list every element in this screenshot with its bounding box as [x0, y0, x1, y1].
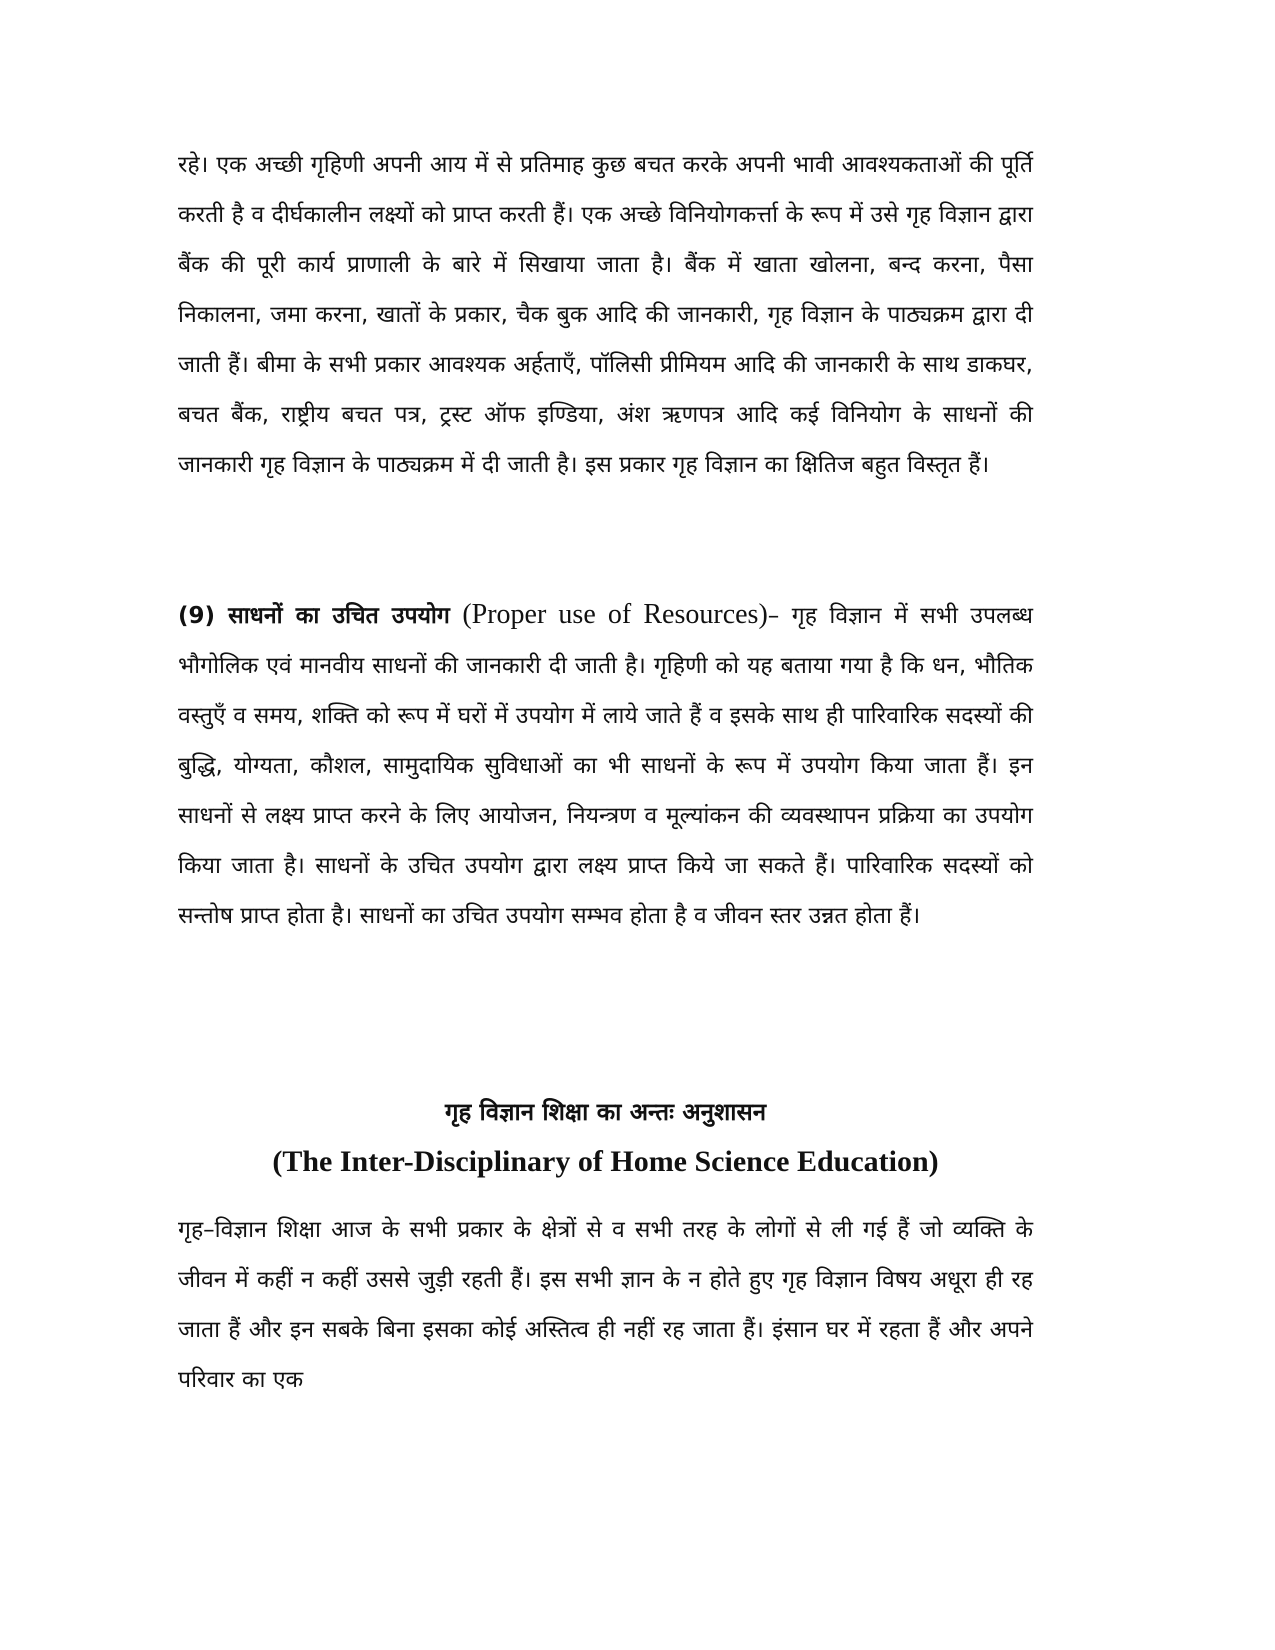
section-proper-use-of-resources: [178, 590, 1033, 941]
section-body: – गृह विज्ञान में सभी उपलब्ध भौगोलिक एवं मानवीय साधनों की जानकारी दी जाती है। गृहिणी को यह बताया गया है कि धन, भौतिक वस्तुएँ व समय, शक्ति को रूप में घरों में उपयोग में लाये जाते हैं व इसके साथ ही पारिवारिक सदस्यों की बुद्धि, योग्यता, कौशल, सामुदायिक सुविधाओं का भी साधनों के रूप में उपयोग किया जाता हैं। इन साधनों से लक्ष्य प्राप्त करने के लिए आयोजन, नियन्त्रण व मूल्यांकन की व्यवस्थापन प्रक्रिया का उपयोग किया जाता है। साधनों के उचित उपयोग द्वारा लक्ष्य प्राप्त किये जा सकते हैं। पारिवारिक सदस्यों को सन्तोष प्राप्त होता है। साधनों का उचित उपयोग सम्भव होता है व जीवन स्तर उन्नत होता हैं।: [178, 603, 1034, 929]
paragraph-banking: रहे। एक अच्छी गृहिणी अपनी आय में से प्रतिमाह कुछ बचत करके अपनी भावी आवश्यकताओं की पूर्ति करती है व दीर्घकालीन लक्ष्यों को प्राप्त करती हैं। एक अच्छे विनियोगकर्त्ता के रूप में उसे गृह विज्ञान द्वारा बैंक की पूरी कार्य प्राणाली के बारे में सिखाया जाता है। बैंक में खाता खोलना, बन्द करना, पैसा निकालना, जमा करना, खातों के प्रकार, चैक बुक आदि की जानकारी, गृह विज्ञान के पाठ्यक्रम द्वारा दी जाती हैं। बीमा के सभी प्रकार आवश्यक अर्हताएँ, पॉलिसी प्रीमियम आदि की जानकारी के साथ डाकघर, बचत बैंक, राष्ट्रीय बचत पत्र, ट्रस्ट ऑफ इण्डिया, अंश ऋणपत्र आदि कई विनियोग के साधनों की जानकारी गृह विज्ञान के पाठ्यक्रम में दी जाती है। इस प्रकार गृह विज्ञान का क्षितिज बहुत विस्तृत हैं।: [178, 152, 1033, 478]
section-heading-hindi: (9) साधनों का उचित उपयोग: [178, 603, 450, 629]
paragraph-interdisciplinary: गृह–विज्ञान शिक्षा आज के सभी प्रकार के क्षेत्रों से व सभी तरह के लोगों से ली गई हैं जो व्यक्ति के जीवन में कहीं न कहीं उससे जुड़ी रहती हैं। इस सभी ज्ञान के न होते हुए गृह विज्ञान विषय अधूरा ही रह जाता हैं और इन सबके बिना इसका कोई अस्तित्व ही नहीं रह जाता हैं। इंसान घर में रहता हैं और अपने परिवार का एक: [178, 1217, 1033, 1393]
heading-english: (The Inter-Disciplinary of Home Science Education): [272, 1145, 939, 1178]
heading-hindi: गृह विज्ञान शिक्षा का अन्तः अनुशासन: [444, 1098, 767, 1126]
section-heading-english: (Proper use of Resources): [462, 599, 768, 630]
